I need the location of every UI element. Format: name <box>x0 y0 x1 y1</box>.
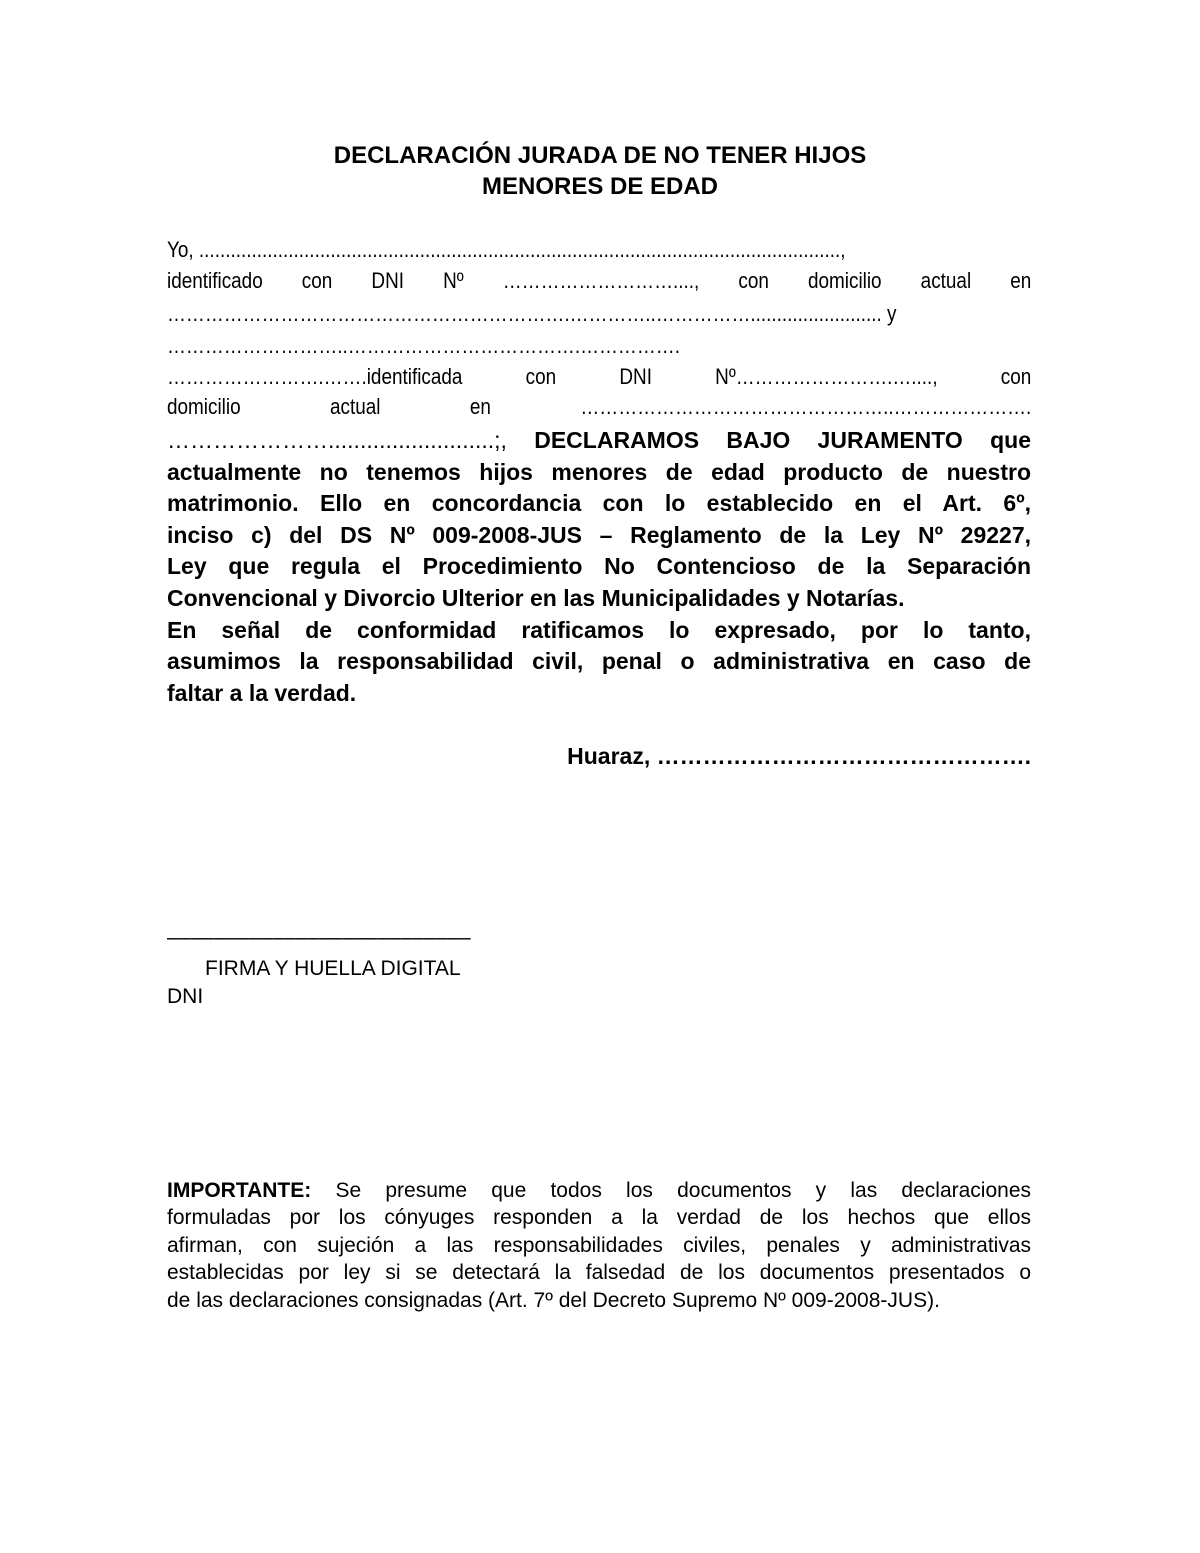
spouse-name-line: ………………………..……………………………….……………. <box>167 333 680 358</box>
declaration-line-6: Convencional y Divorcio Ulterior en las Municipalidades y Notarías. <box>167 585 905 611</box>
important-note-line-1 <box>167 1177 1031 1205</box>
declaration-line-9: faltar a la verdad. <box>167 680 357 706</box>
declarant-address-line: ……………………………………………………….…………..……………......................... y <box>167 301 897 326</box>
declaration-line-4: inciso c) del DS Nº 009-2008-JUS – Reglamento de la Ley Nº 29227, <box>167 522 1031 548</box>
important-note-line-2: formuladas por los cónyuges responden a la verdad de los hechos que ellos <box>167 1206 1031 1229</box>
signature-line: –––––––––––––––––––––––––– <box>167 926 471 949</box>
document-title-line-2: MENORES DE EDAD <box>481 173 719 200</box>
declaration-heading: DECLARAMOS BAJO JURAMENTO que <box>534 427 1031 453</box>
declaration-line-1 <box>167 424 1031 456</box>
important-note-label: IMPORTANTE: <box>167 1179 312 1202</box>
declaration-line-2: actualmente no tenemos hijos menores de edad producto de nuestro <box>167 459 1031 485</box>
important-note-line-3: afirman, con sujeción a las responsabilidades civiles, penales y administrativas <box>167 1234 1031 1257</box>
declaration-line-3: matrimonio. Ello en concordancia con lo establecido en el Art. 6º, <box>167 490 1031 516</box>
important-note-text-1: Se presume que todos los documentos y las declaraciones <box>311 1179 1031 1202</box>
signature-label: FIRMA Y HUELLA DIGITAL <box>205 957 461 980</box>
important-note-line-5: de las declaraciones consignadas (Art. 7º del Decreto Supremo Nº 009-2008-JUS). <box>167 1289 940 1312</box>
declaration-line-5: Ley que regula el Procedimiento No Contencioso de la Separación <box>167 553 1031 579</box>
spouse-address-line: domicilio actual en …………………………………………..…………………. <box>167 394 1032 419</box>
important-note-line-4: establecidas por ley si se detectará la falsedad de los documentos presentados o <box>167 1261 1031 1284</box>
address-continuation: …………………..........................;, <box>167 427 535 453</box>
declaration-line-7: En señal de conformidad ratificamos lo expresado, por lo tanto, <box>167 617 1031 643</box>
spouse-dni-line: …………………….…….identificada con DNI Nº…………………….…...., con <box>167 364 1032 389</box>
declarant-name-line: Yo, .........................................................................................................................., <box>167 237 846 262</box>
place-date-line: Huaraz, …………………………………………. <box>567 743 1031 769</box>
declarant-dni-line: identificado con DNI Nº ………………………...., con domicilio actual en <box>167 268 1032 293</box>
signature-dni-label: DNI <box>167 985 204 1008</box>
document-title-line-1: DECLARACIÓN JURADA DE NO TENER HIJOS <box>333 142 867 169</box>
declaration-line-8: asumimos la responsabilidad civil, penal o administrativa en caso de <box>167 648 1031 674</box>
